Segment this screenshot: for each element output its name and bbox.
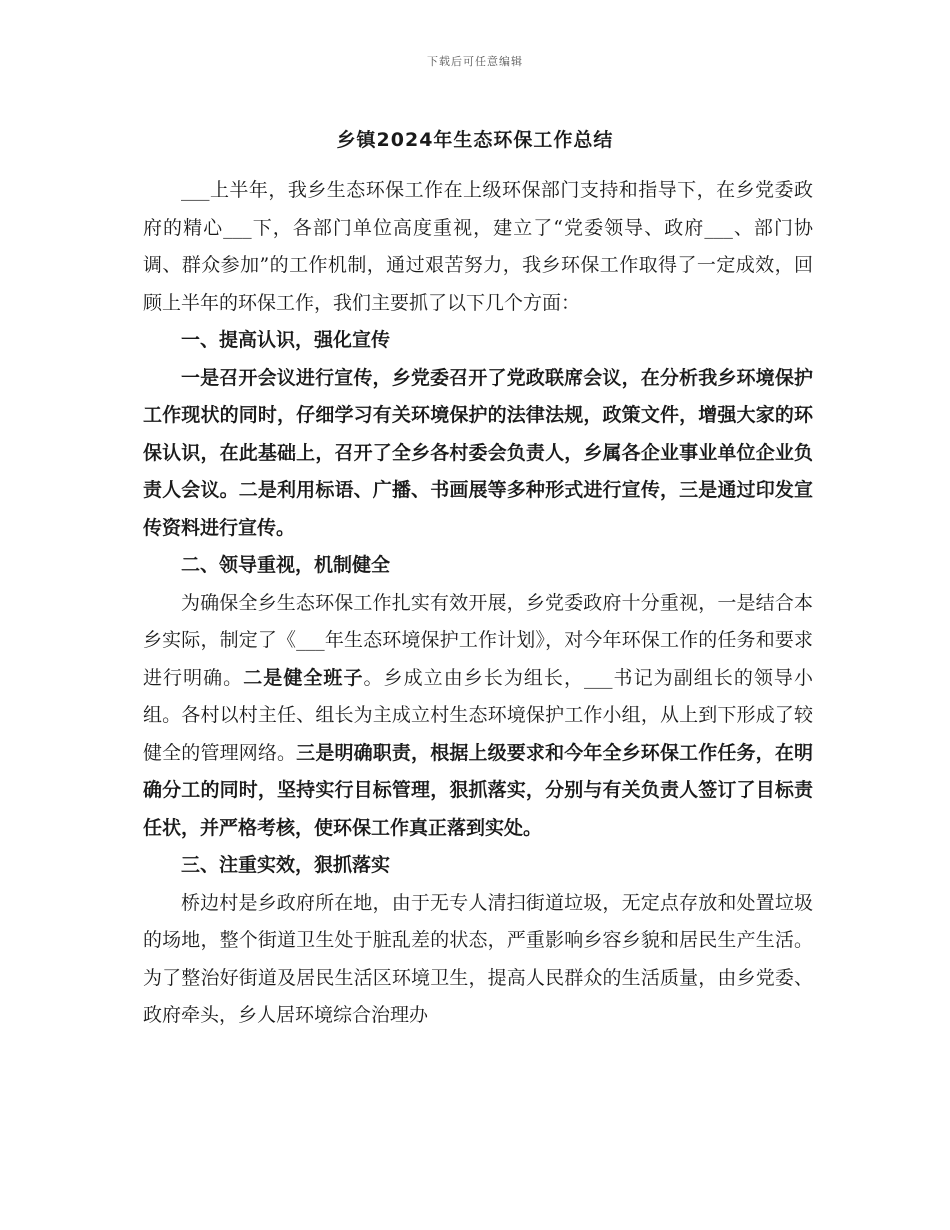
section-2-text-b: 二是健全班子 xyxy=(243,666,364,689)
section-heading-2: 二、领导重视，机制健全 xyxy=(181,554,391,576)
section-2-text-a: 为确保全乡生态环保工作扎实有效开展，乡党委政府十分重视，一是结合本乡实际，制定了《___年生态环境保护工作计划》，对今年环保工作的任务和要求进行明确。 xyxy=(143,591,813,689)
section-2-paragraph xyxy=(143,585,813,848)
intro-paragraph: ___上半年，我乡生态环保工作在上级环保部门支持和指导下，在乡党委政府的精心___下，各部门单位高度重视，建立了“党委领导、政府___、部门协调、群众参加”的工作机制，通过艰苦努力，我乡环保工作取得了一定成效，回顾上半年的环保工作，我们主要抓了以下几个方面： xyxy=(143,179,813,314)
section-heading-1: 一、提高认识，强化宣传 xyxy=(181,329,391,351)
section-2-text-c: 。乡成立由乡长为组长，___书记为副组长的领导小组。各村以村主任、组长为主成立村生态环境保护工作小组，从上到下形成了较健全的管理网络。 xyxy=(143,666,813,764)
section-3-paragraph: 桥边村是乡政府所在地，由于无专人清扫街道垃圾，无定点存放和处置垃圾的场地，整个街道卫生处于脏乱差的状态，严重影响乡容乡貌和居民生产生活。为了整治好街道及居民生活区环境卫生，提高人民群众的生活质量，由乡党委、政府牵头，乡人居环境综合治理办 xyxy=(143,891,813,1026)
header-note: 下载后可任意编辑 xyxy=(427,55,523,68)
section-1-paragraph: 一是召开会议进行宣传，乡党委召开了党政联席会议，在分析我乡环境保护工作现状的同时，仔细学习有关环境保护的法律法规，政策文件，增强大家的环保认识，在此基础上，召开了全乡各村委会负责人，乡属各企业事业单位企业负责人会议。二是利用标语、广播、书画展等多种形式进行宣传，三是通过印发宣传资料进行宣传。 xyxy=(143,366,813,539)
section-heading-3: 三、注重实效，狠抓落实 xyxy=(181,854,391,876)
section-2-text-d: 三是明确职责，根据上级要求和今年全乡环保工作任务，在明确分工的同时，坚持实行目标管理，狠抓落实，分别与有关负责人签订了目标责任状，并严格考核，使环保工作真正落到实处。 xyxy=(143,741,813,839)
document-body xyxy=(143,172,813,1035)
document-title: 乡镇2024年生态环保工作总结 xyxy=(336,129,614,151)
